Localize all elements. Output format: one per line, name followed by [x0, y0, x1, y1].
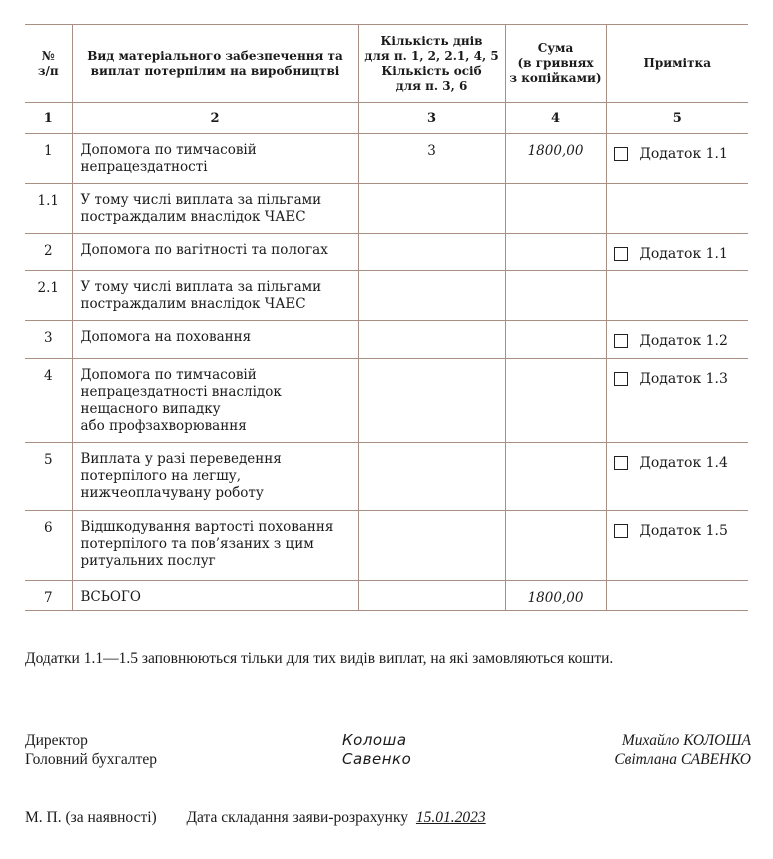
- director-name: Михайло КОЛОША: [621, 732, 751, 749]
- payment-type: Допомога по тимчасовій непрацездатності внаслідок нещасного випадку або профзахворювання: [72, 359, 358, 443]
- column-number: 3: [358, 103, 505, 134]
- note-cell: [606, 234, 748, 271]
- days-count-cell[interactable]: [358, 184, 505, 234]
- days-count-cell[interactable]: [358, 581, 505, 611]
- row-number: 1.1: [25, 184, 72, 234]
- payment-type: Допомога по тимчасовій непрацездатності: [72, 134, 358, 184]
- stamp-label: М. П. (за наявності): [25, 809, 157, 826]
- table-header-row: [25, 25, 748, 103]
- accountant-signature: Савенко: [342, 750, 412, 768]
- table-row: [25, 321, 748, 359]
- days-count-cell[interactable]: [358, 359, 505, 443]
- header-sum: Сума (в гривнях з копійками): [505, 25, 606, 103]
- note-cell: [606, 134, 748, 184]
- appendix-label: Додаток 1.5: [639, 523, 728, 539]
- accountant-name: Світлана САВЕНКО: [614, 751, 751, 768]
- sum-cell[interactable]: 1800,00: [505, 134, 606, 184]
- appendix-checkbox[interactable]: [614, 524, 628, 538]
- sum-cell[interactable]: [505, 511, 606, 581]
- appendix-label: Додаток 1.3: [639, 371, 728, 387]
- payment-type: У тому числі виплата за пільгами постраждалим внаслідок ЧАЕС: [72, 271, 358, 321]
- note-cell: [606, 271, 748, 321]
- payment-type: Допомога по вагітності та пологах: [72, 234, 358, 271]
- header-note: Примітка: [606, 25, 748, 103]
- note-cell: [606, 359, 748, 443]
- sum-cell[interactable]: [505, 271, 606, 321]
- appendix-checkbox[interactable]: [614, 334, 628, 348]
- date-line: [25, 809, 492, 827]
- days-count-cell[interactable]: [358, 321, 505, 359]
- payment-type: Допомога на поховання: [72, 321, 358, 359]
- row-number: 4: [25, 359, 72, 443]
- column-number: 5: [606, 103, 748, 134]
- director-signature: Колоша: [342, 731, 407, 749]
- header-days-count: Кількість днів для п. 1, 2, 2.1, 4, 5 Кількість осіб для п. 3, 6: [358, 25, 505, 103]
- sum-cell[interactable]: [505, 359, 606, 443]
- sum-cell[interactable]: [505, 234, 606, 271]
- payment-type: У тому числі виплата за пільгами постраждалим внаслідок ЧАЕС: [72, 184, 358, 234]
- sum-cell[interactable]: [505, 443, 606, 511]
- table-row: [25, 581, 748, 611]
- appendix-checkbox[interactable]: [614, 372, 628, 386]
- row-number: 1: [25, 134, 72, 184]
- table-row: [25, 271, 748, 321]
- days-count-cell[interactable]: 3: [358, 134, 505, 184]
- table-row: [25, 359, 748, 443]
- days-count-cell[interactable]: [358, 443, 505, 511]
- row-number: 3: [25, 321, 72, 359]
- date-label: Дата складання заяви-розрахунку: [186, 809, 409, 826]
- table-row: [25, 184, 748, 234]
- appendix-label: Додаток 1.1: [639, 246, 728, 262]
- sum-cell[interactable]: [505, 184, 606, 234]
- appendix-checkbox[interactable]: [614, 456, 628, 470]
- appendix-checkbox[interactable]: [614, 147, 628, 161]
- row-number: 6: [25, 511, 72, 581]
- appendix-label: Додаток 1.2: [639, 333, 728, 349]
- table-row: [25, 234, 748, 271]
- row-number: 5: [25, 443, 72, 511]
- column-number-row: [25, 103, 748, 134]
- row-number: 2: [25, 234, 72, 271]
- header-payment-type: Вид матеріального забезпечення та виплат потерпілим на виробництві: [72, 25, 358, 103]
- accountant-role: Головний бухгалтер: [25, 751, 158, 768]
- note-cell: [606, 443, 748, 511]
- column-number: 1: [25, 103, 72, 134]
- footnote: Додатки 1.1—1.5 заповнюються тільки для тих видів виплат, на які замовляються кошти.: [25, 650, 614, 667]
- sum-cell[interactable]: [505, 321, 606, 359]
- sum-cell[interactable]: 1800,00: [505, 581, 606, 611]
- days-count-cell[interactable]: [358, 234, 505, 271]
- appendix-checkbox[interactable]: [614, 247, 628, 261]
- table-row: [25, 443, 748, 511]
- appendix-label: Додаток 1.1: [639, 146, 728, 162]
- note-cell: [606, 581, 748, 611]
- row-number: 2.1: [25, 271, 72, 321]
- note-cell: [606, 321, 748, 359]
- appendix-label: Додаток 1.4: [639, 455, 728, 471]
- payment-type: Відшкодування вартості поховання потерпілого та пов’язаних з цим ритуальних послуг: [72, 511, 358, 581]
- note-cell: [606, 511, 748, 581]
- payment-type: Виплата у разі переведення потерпілого на легшу, нижчеоплачувану роботу: [72, 443, 358, 511]
- table-row: [25, 511, 748, 581]
- director-role: Директор: [25, 732, 88, 749]
- date-field[interactable]: 15.01.2023: [415, 809, 486, 826]
- row-number: 7: [25, 581, 72, 611]
- payments-table: [25, 24, 748, 611]
- days-count-cell[interactable]: [358, 271, 505, 321]
- header-number: № з/п: [25, 25, 72, 103]
- note-cell: [606, 184, 748, 234]
- column-number: 4: [505, 103, 606, 134]
- column-number: 2: [72, 103, 358, 134]
- days-count-cell[interactable]: [358, 511, 505, 581]
- table-row: [25, 134, 748, 184]
- payment-type: ВСЬОГО: [72, 581, 358, 611]
